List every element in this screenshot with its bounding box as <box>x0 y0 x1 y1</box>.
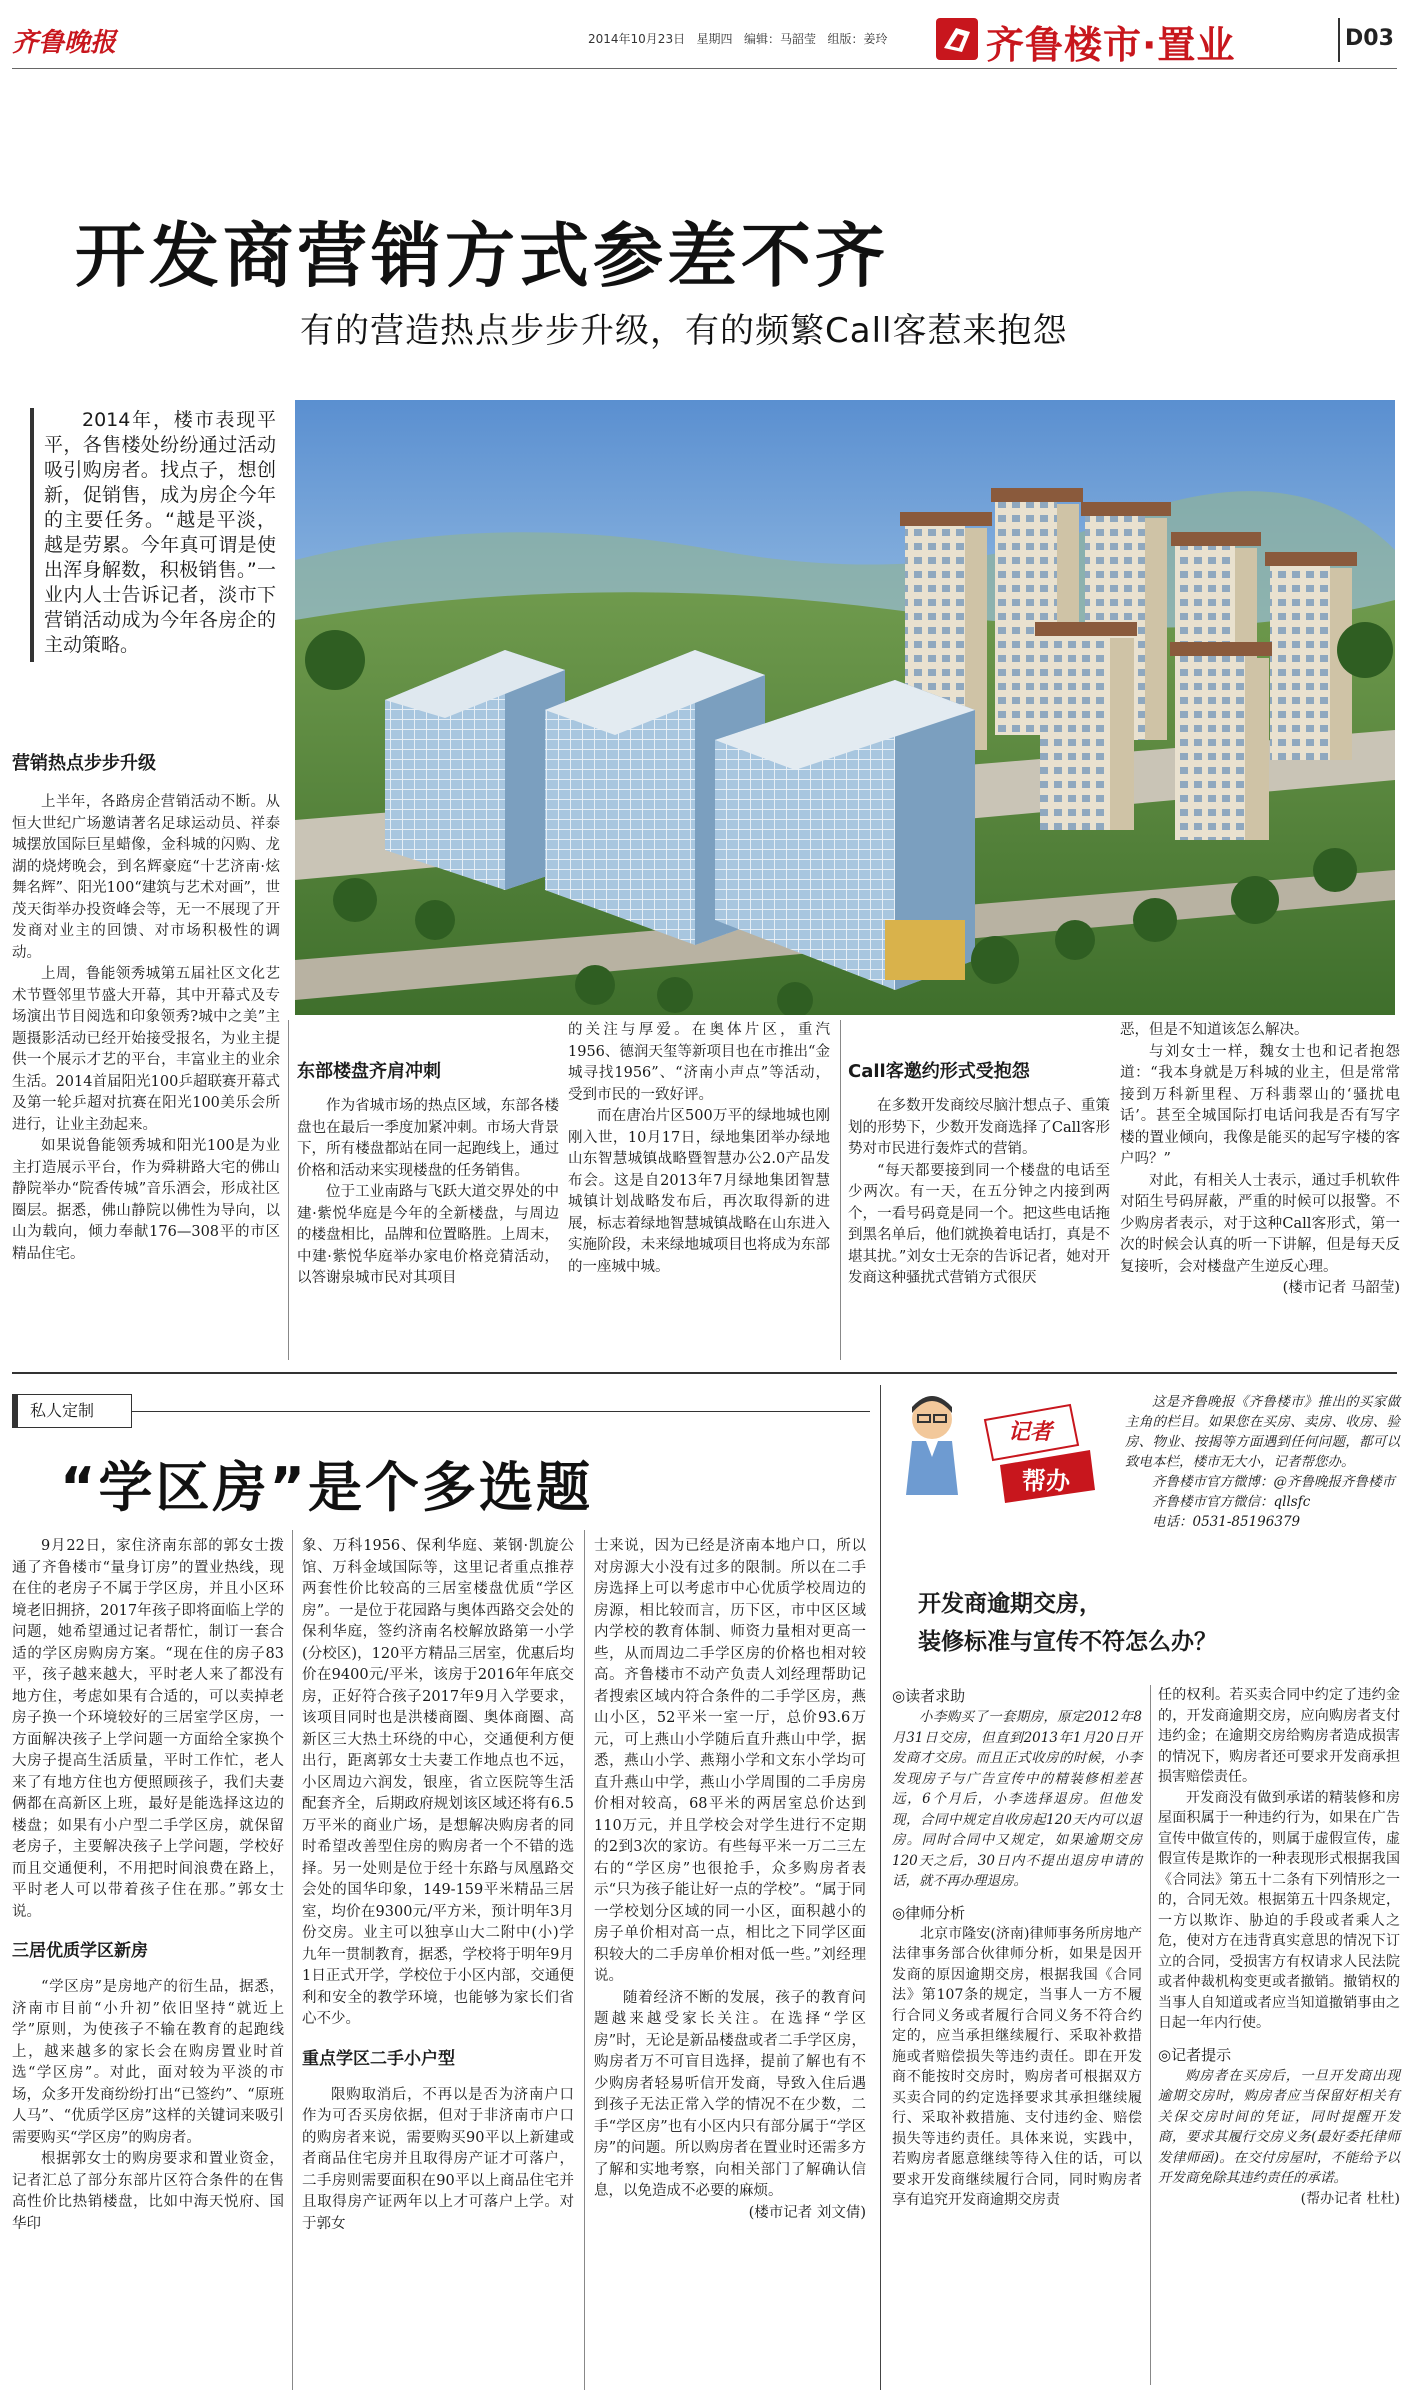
helpdesk-headline-line-1: 开发商逾期交房， <box>918 1591 1102 1617</box>
section-name: 齐鲁楼市·置业 <box>986 23 1236 67</box>
paragraph: 上半年，各路房企营销活动不断。从恒大世纪广场邀请著名足球运动员、祥泰城摆放国际巨星蜡像，金科城的闪购、龙湖的烧烤晚会，到名辉豪庭“十艺济南·炫舞名辉”、阳光100“建筑与艺术对画”，世茂天街举办投资峰会等，无一不展现了开发商对业主的回馈、对市场积极性的调动。 <box>12 794 280 961</box>
paragraph: 任的权利。若买卖合同中约定了违约金的，开发商逾期交房，应向购房者支付违约金；在逾期交房给购房者造成损害的情况下，购房者还可要求开发商承担损害赔偿责任。 <box>1158 1687 1400 1785</box>
section-title: 东部楼盘齐肩冲刺 <box>297 1061 441 1082</box>
lead-headline: 开发商营销方式参差不齐 <box>75 215 889 297</box>
issue-info <box>588 30 888 47</box>
paragraph: 限购取消后，不再以是否为济南户口作为可否买房依据，但对于非济南市户口的购房者来说，需要购买90平以上新建或者商品住宅房并且取得房产证才可落户，二手房则需要面积在90平以上商品住宅并且取得房产证两年以上才可落户上学。对于郭女 <box>302 2086 574 2232</box>
paragraph: 在多数开发商绞尽脑汁想点子、重策划的形势下，少数开发商选择了Call客形势对市民进行轰炸式的营销。 <box>848 1098 1110 1157</box>
reader-text: 小李购买了一套期房，原定2012年8月31日交房，但直到2013年1月20日开发商才交房。而且正式收房的时候，小李发现房子与广告宣传中的精装修相差甚远，6个月后，小李选择退房。但他发现，合同中规定自收房起120天内可以退房。同时合同中又规定，如果逾期交房120天之后，30日内不提出退房申请的话，就不再办理退房。 <box>892 1709 1142 1889</box>
helpdesk-headline <box>918 1585 1217 1661</box>
reporter-figure-icon <box>890 1385 1120 1510</box>
paragraph: 上周，鲁能领秀城第五届社区文化艺术节暨邻里节盛大开幕，其中开幕式及专场演出节目阅选和印象领秀?城中之美”主题摄影活动已经开始接受报名，为业主提供一个展示才艺的平台，丰富业主的业余生活。2014首届阳光100乒超联赛开幕式及第一轮乒超对抗赛在阳光100美乐会所进行，让业主劲起来。 <box>12 966 280 1133</box>
issue-weekday: 星期四 <box>696 32 733 46</box>
logo-text-help: 帮办 <box>1022 1467 1070 1495</box>
paragraph: 开发商没有做到承诺的精装修和房屋面积属于一种违约行为，如果在广告宣传中做宣传的，则属于虚假宣传，虚假宣传是欺诈的一种表现形式根据我国《合同法》第五十二条有下列情形之一的，合同无效。根据第五十四条规定，一方以欺诈、胁迫的手段或者乘人之危，使对方在违背真实意思的情况下订立的合同，受损害方有权请求人民法院或者仲裁机构变更或者撤销。撤销权的当事人自知道或者应当知道撤销事由之日起一年内行使。 <box>1158 1789 1400 2031</box>
paragraph: 北京市隆安(济南)律师事务所房地产法律事务部合伙律师分析，如果是因开发商的原因逾期交房，根据我国《合同法》第107条的规定，当事人一方不履行合同义务或者履行合同义务不符合约定的，应当承担继续履行、采取补救措施或者赔偿损失等违约责任。即在开发商不能按时交房时，购房者可根据双方买卖合同的约定选择要求其承担继续履行、采取补救措施、支付违约金、赔偿损失等违约责任。具体来说，实践中，若购房者愿意继续等待入住的话，可以要求开发商继续履行合同，同时购房者享有追究开发商逾期交房责 <box>892 1925 1142 2208</box>
lead-column-1 <box>12 752 280 1265</box>
lead-column-3 <box>568 1020 830 1278</box>
lawyer-label: ◎律师分析 <box>892 1903 966 1922</box>
paragraph: 而在唐冶片区500万平的绿地城也刚刚入世，10月17日，绿地集团举办绿地山东智慧城镇战略暨智慧办公2.0产品发布会。这是自2013年7月绿地集团智慧城镇计划战略发布后，再次取得新的进展，标志着绿地智慧城镇战略在山东进入实施阶段，未来绿地城项目也将成为东部的一座城中城。 <box>568 1108 830 1275</box>
paragraph: 恶，但是不知道该怎么解决。 <box>1120 1022 1309 1038</box>
section-title: 营销热点步步升级 <box>12 753 156 774</box>
paragraph: 的关注与厚爱。在奥体片区，重汽1956、德润天玺等新项目也在市推出“金城寻找1956”、“济南小声点”等活动，受到市民的一致好评。 <box>568 1022 830 1103</box>
feature-headline: “学区房”是个多选题 <box>60 1456 593 1519</box>
section-title: Call客邀约形式受抱怨 <box>848 1061 1030 1082</box>
tip-label: ◎记者提示 <box>1158 2045 1232 2064</box>
helpdesk-weibo: 齐鲁楼市官方微博：@齐鲁晚报齐鲁楼市 <box>1152 1474 1395 1490</box>
lead-column-4 <box>848 1060 1110 1290</box>
feature-column-1 <box>12 1536 284 2235</box>
paragraph: “每天都要接到同一个楼盘的电话至少两次。有一天，在五分钟之内接到两个，一看号码竟是同一个。把这些电话拖到黑名单后，他们就换着电话打，真是不堪其扰。”刘女士无奈的告诉记者，她对开发商这种骚扰式营销方式很厌 <box>848 1162 1110 1286</box>
feature-column-2 <box>302 1536 574 2235</box>
paragraph: 士来说，因为已经是济南本地户口，所以对房源大小没有过多的限制。所以在二手房选择上可以考虑市中心优质学校周边的房源，相比较而言，历下区，市中区区域内学校的教育体制、师资力量相对更高一些，从而周边二手学区房的价格也相对较高。齐鲁楼市不动产负责人刘经理帮助记者搜索区域内符合条件的二手学区房，燕山小区，52平米一室一厅，总价93.6万元，可上燕山小学随后直升燕山中学，据悉，燕山小学、燕翔小学和文东小学均可直升燕山中学，燕山小学周围的二手房房价相对较高，68平米的两居室总价达到110万元，并且学校会对学生进行不定期的2到3次的家访。有些每平米一万二三左右的“学区房”也很抢手，众多购房者表示“只为孩子能让好一点的学校”。“属于同一学校划分区域的同一小区，面积越小的房子单价相对高一点，相比之下同学区面积较大的二手房单价相对低一些。”刘经理说。 <box>594 1538 866 1984</box>
lead-column-5 <box>1120 1020 1400 1300</box>
logo-text-reporter: 记者 <box>1008 1420 1053 1445</box>
column-tag: 私人定制 <box>12 1394 132 1428</box>
reader-label: ◎读者求助 <box>892 1687 966 1705</box>
building-rendering-illustration <box>295 400 1395 1015</box>
masthead <box>0 0 1409 80</box>
paragraph: 作为省城市场的热点区域，东部各楼盘也在最后一季度加紧冲刺。市场大背景下，所有楼盘都站在同一起跑线上，通过价格和活动来实现楼盘的任务销售。 <box>297 1098 559 1179</box>
lead-subheadline: 有的营造热点步步升级，有的频繁Call客惹来抱怨 <box>300 311 1068 351</box>
helpdesk-wechat: 齐鲁楼市官方微信：qllsfc <box>1152 1494 1311 1510</box>
residential-tower <box>1035 622 1137 830</box>
paragraph: 随着经济不断的发展，孩子的教育问题越来越受家长关注。在选择“学区房”时，无论是新品楼盘或者二手学区房，购房者万不可盲目选择，提前了解也有不少购房者轻易听信开发商，导致入住后遇到孩子无法正常入学的情况不在少数，二手“学区房”也有小区内只有部分属于“学区房”的问题。所以购房者在置业时还需多方了解和实地考察，向相关部门了解确认信息，以免造成不必要的麻烦。 <box>594 1989 866 2199</box>
section-title: 重点学区二手小户型 <box>302 2048 455 2069</box>
section-title: 三居优质学区新房 <box>12 1941 148 1961</box>
page-number: D03 <box>1345 26 1394 51</box>
paragraph: 根据郭女士的购房要求和置业资金，记者汇总了部分东部片区符合条件的在售高性价比热销楼盘，比如中海天悦府、国华印 <box>12 2151 284 2232</box>
helpdesk-logo <box>890 1385 1120 1510</box>
lead-intro: 2014年，楼市表现平平，各售楼处纷纷通过活动吸引购房者。找点子，想创新，促销售，成为房企今年的主要任务。“越是平淡，越是劳累。今年真可谓是使出浑身解数，积极销售。”一业内人士告诉记者，淡市下营销活动成为今年各房企的主动策略。 <box>30 408 276 658</box>
byline: (楼市记者 马韶莹) <box>1282 1280 1400 1296</box>
paper-logo: 齐鲁晚报 <box>12 28 117 58</box>
paragraph: 这是齐鲁晚报《齐鲁楼市》推出的买家做主角的栏目。如果您在买房、卖房、收房、验房、物业、按揭等方面遇到任何问题，都可以致电本栏，楼市无大小，记者帮您办。 <box>1125 1394 1400 1470</box>
tip-text: 购房者在买房后，一旦开发商出现逾期交房时，购房者应当保留好相关有关保交房时间的凭证，同时提醒开发商，要求其履行交房义务(最好委托律师发律师函)。在交付房屋时，不能给予以开发商免除其违约责任的承诺。 <box>1158 2067 1400 2186</box>
residential-tower <box>1170 642 1272 840</box>
byline: (帮办记者 杜杜) <box>1300 2190 1400 2207</box>
lead-column-2 <box>297 1060 559 1290</box>
issue-date: 2014年10月23日 <box>588 32 686 46</box>
paragraph: 如果说鲁能领秀城和阳光100是为业主打造展示平台，作为舜耕路大宅的佛山静院举办“院香传城”音乐酒会，形成社区圈层。据悉，佛山静院以佛性为导向，以山为载向，倾力奉献176—308平的市区精品住宅。 <box>12 1138 280 1262</box>
helpdesk-column-1 <box>892 1685 1142 2211</box>
paragraph: 象、万科1956、保利华庭、莱钢·凯旋公馆、万科金域国际等，这里记者重点推荐两套性价比较高的三居室楼盘优质“学区房”。一是位于花园路与奥体西路交会处的保利华庭，签约济南名校解放路第一小学(分校区)，120平方精品三居室，优惠后均价在9400元/平米，该房于2016年年底交房，正好符合孩子2017年9月入学要求，该项目同时也是洪楼商圈、奥体商圈、高新区三大热土环绕的中心，交通便利方便出行，距离郭女士夫妻工作地点也不远，小区周边六润发，银座，省立医院等生活配套齐全，后期政府规划该区域还将有6.5万平米的商业广场，是想解决购房者的同时希望改善型住房的购房者一个不错的选择。另一处则是位于经十东路与凤凰路交会处的国华印象，149-159平米精品三居室，均价在9300元/平方米，预计明年3月份交房。业主可以独享山大二附中(小)学九年一贯制教育，据悉，学校将于明年9月1日正式开学，学校位于小区内部，交通便利和安全的教学环境，也能够为家长们省心不少。 <box>302 1538 574 2027</box>
paragraph: 对此，有相关人士表示，通过手机软件对陌生号码屏蔽，严重的时候可以报警。不少购房者表示，对于这种Call客形式，第一次的时候会认真的听一下讲解，但是每天反复接听，会对楼盘产生逆反心理。 <box>1120 1172 1400 1275</box>
paragraph: 位于工业南路与飞跃大道交界处的中建·紫悦华庭是今年的全新楼盘，与周边的楼盘相比，品牌和位置略胜。上周末，中建·紫悦华庭举办家电价格竞猜活动，以答谢泉城市民对其项目 <box>297 1184 559 1286</box>
helpdesk-headline-line-2: 装修标准与宣传不符怎么办？ <box>918 1629 1217 1655</box>
issue-designer: 组版：姜玲 <box>827 32 888 46</box>
paragraph: 9月22日，家住济南东部的郭女士拨通了齐鲁楼市“量身订房”的置业热线，现在住的老房子不属于学区房，并且小区环境老旧拥挤，2017年孩子即将面临上学的问题，她希望通过记者帮忙，制订一套合适的学区房购房方案。“现在住的房子83平，孩子越来越大，平时老人来了都没有地方住，考虑如果有合适的，可以卖掉老房子换一个环境较好的三居室学区房，一方面解决孩子上学问题一方面给全家换个大房子提高生活质量，平时工作忙，老人来了有地方住也方便照顾孩子，我们夫妻俩都在高新区上班，最好是能选择这边的楼盘；如果有小户型二手学区房，就保留老房子，主要解决孩子上学问题，学校好而且交通便利，不用把时间浪费在路上，平时老人可以带着孩子住在那。”郭女士说。 <box>12 1538 284 1920</box>
issue-editor: 编辑：马韶莹 <box>744 32 817 46</box>
paragraph: “学区房”是房地产的衍生品，据悉，济南市目前“小升初”依旧坚持“就近上学”原则，为使孩子不输在教育的起跑线上，越来越多的家长会在购房置业时首选“学区房”。对此，面对较为平淡的市场，众多开发商纷纷打出“已签约”、“原班人马”、“优质学区房”这样的关键词来吸引需要购买“学区房”的购房者。 <box>12 1979 284 2146</box>
paragraph: 与刘女士一样，魏女士也和记者抱怨道：“我本身就是万科城的业主，但是常常接到万科新里程、万科翡翠山的‘骚扰电话’。甚至全城国际打电话问我是否有写字楼的置业倾向，我像是能买的起写字楼的客户吗？” <box>1120 1043 1400 1167</box>
development-rendering-image <box>295 400 1395 1015</box>
helpdesk-column-2 <box>1158 1685 1400 2210</box>
helpdesk-phone: 电话：0531-85196379 <box>1152 1514 1301 1530</box>
helpdesk-intro <box>1125 1392 1400 1532</box>
section-logo-icon <box>936 18 978 60</box>
byline: (楼市记者 刘文倩) <box>748 2204 866 2221</box>
feature-column-3 <box>594 1536 866 2224</box>
